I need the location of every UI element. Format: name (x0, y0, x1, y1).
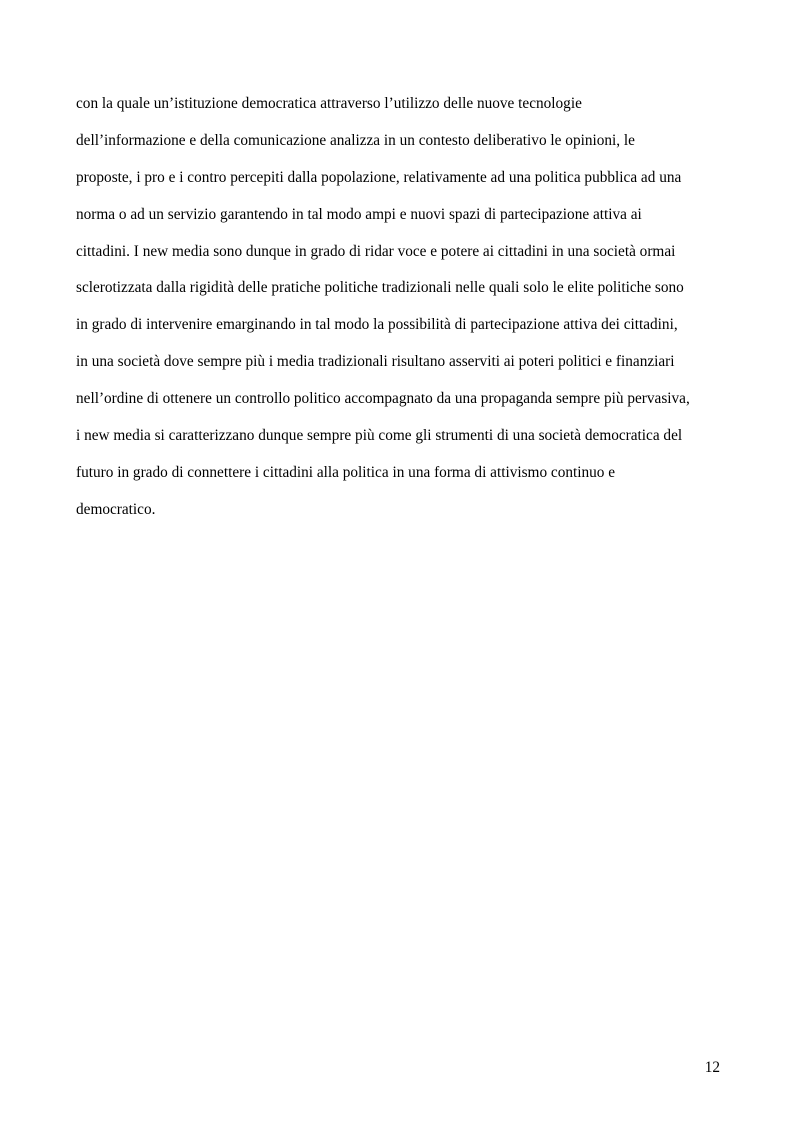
text-line: dell’informazione e della comunicazione analizza in un contesto deliberativo le opinioni, le (76, 131, 635, 149)
text-line: democratico. (76, 500, 156, 518)
text-line: in una società dove sempre più i media tradizionali risultano asserviti ai poteri politici e finanziari (76, 353, 675, 371)
body-paragraph (76, 92, 726, 535)
text-line: futuro in grado di connettere i cittadini alla politica in una forma di attivismo continuo e (76, 463, 616, 481)
text-line: norma o ad un servizio garantendo in tal modo ampi e nuovi spazi di partecipazione attiva ai (76, 205, 642, 223)
text-line: con la quale un’istituzione democratica attraverso l’utilizzo delle nuove tecnologie (76, 95, 582, 112)
text-line: proposte, i pro e i contro percepiti dalla popolazione, relativamente ad una politica pubblica ad una (76, 168, 682, 186)
text-line: in grado di intervenire emarginando in tal modo la possibilità di partecipazione attiva dei cittadini, (76, 316, 678, 334)
text-line: i new media si caratterizzano dunque sempre più come gli strumenti di una società democratica del (76, 427, 683, 445)
text-line: cittadini. I new media sono dunque in grado di ridar voce e potere ai cittadini in una società ormai (76, 242, 676, 260)
page-number: 12 (704, 1059, 720, 1076)
text-line: nell’ordine di ottenere un controllo politico accompagnato da una propaganda sempre più pervasiva, (76, 390, 690, 408)
text-line: sclerotizzata dalla rigidità delle pratiche politiche tradizionali nelle quali solo le elite politiche sono (76, 279, 684, 297)
